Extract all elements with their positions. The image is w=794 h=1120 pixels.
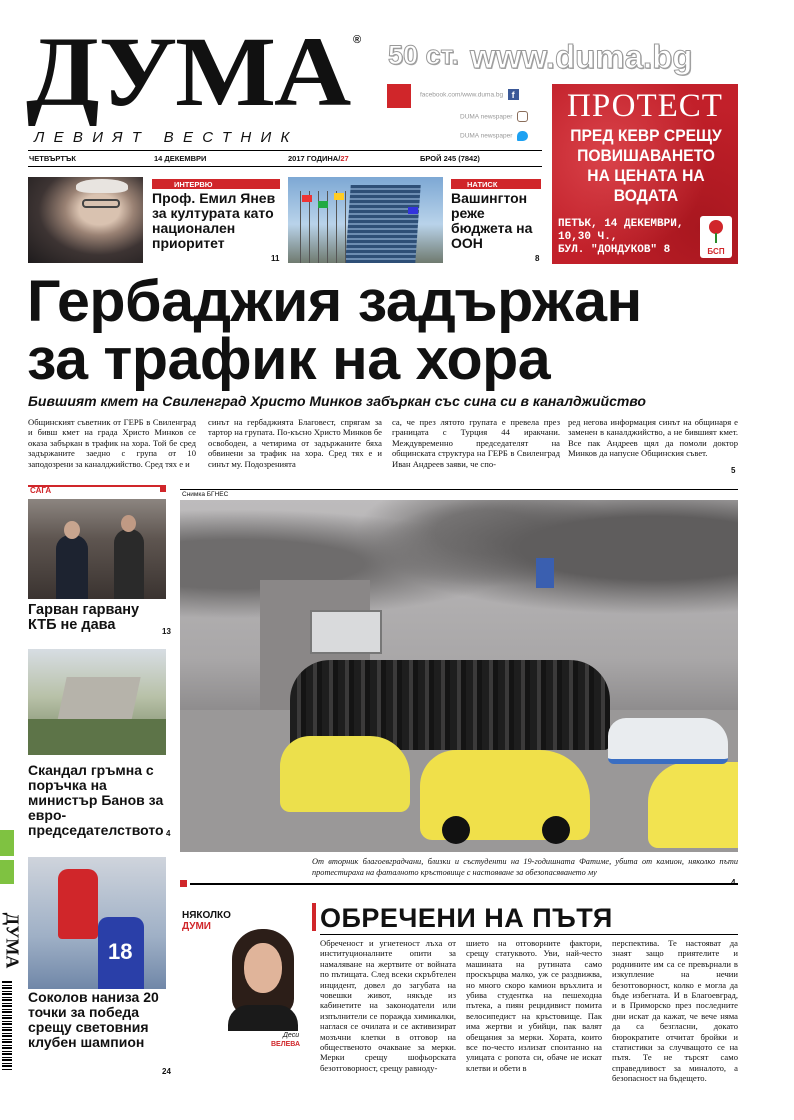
- saga-red-marker: [160, 486, 166, 492]
- sidebar-item2-headline[interactable]: Скандал гръмна с поръчка на министър Банов за евро-председателството: [28, 762, 164, 838]
- author-face-shape: [244, 943, 282, 993]
- teaser-interview-photo[interactable]: [28, 177, 143, 263]
- teaser-pressure-tag: НАТИСК: [467, 180, 498, 189]
- lead-page-number: 5: [731, 466, 736, 475]
- social-twitter-label: DUMA newspaper: [460, 132, 513, 140]
- crowd-figure-1: [56, 535, 88, 599]
- flag-1-icon: [302, 195, 312, 202]
- spine-green-block-1: [0, 830, 14, 856]
- sidebar-item3-photo[interactable]: [28, 857, 166, 989]
- barcode-icon: [2, 980, 12, 1070]
- flag-4-icon: [408, 207, 418, 214]
- dateline-issue: БРОЙ 245 (7842): [420, 154, 480, 163]
- registered-mark: ®: [353, 34, 362, 46]
- teaser-interview-headline[interactable]: Проф. Емил Янев за културата като национален приоритет: [152, 190, 276, 251]
- main-photo-rule: [180, 489, 738, 490]
- sidebar-item1-headline[interactable]: Гарван гарвану КТБ не дава: [28, 602, 140, 633]
- opinion-column-3: перспектива. Те настояват да знаят защо приятелите и роднините им са се превърнали в изкупление на нечии безотговорност, колко е могла да бъде избегната. И в Благоевград, и в Приморско през последните дни искат да кажат, че вече няма да са безгласни, докато бюрократите отчитат бройки и статистики за случващото се на пътя. Те не търсят само справедливост за миналото, а безопасност на бъдещето.: [612, 938, 738, 1084]
- crowd-head-2: [121, 515, 136, 532]
- sidebar-item2-photo[interactable]: [28, 649, 166, 755]
- ad-details-3: БУЛ. "ДОНДУКОВ" 8: [558, 244, 671, 256]
- social-facebook-label: facebook.com/www.duma.bg: [420, 91, 504, 99]
- player-blue-number: 18: [108, 939, 133, 964]
- instagram-icon: [517, 111, 528, 122]
- lead-column-2: синът на гербаджията Благовест, спрягам за тартор на групата. По-късно Христо Минков бе освободен, а четирима от задържаните бяха обвинени за трафик на хора. Сред тях е и синът му. Подозренията: [208, 417, 382, 469]
- website-link[interactable]: www.duma.bg: [470, 38, 693, 75]
- opinion-headline[interactable]: ОБРЕЧЕНИ НА ПЪТЯ: [320, 903, 613, 933]
- sidebar-item1-photo[interactable]: [28, 499, 166, 599]
- player-red-shape: [58, 869, 98, 939]
- opinion-author-photo: [222, 925, 304, 1031]
- facebook-icon: f: [508, 89, 519, 100]
- crowd-figure-2: [114, 529, 144, 599]
- photo-bus-shape: [310, 610, 382, 654]
- crowd-head-1: [64, 521, 80, 539]
- sidebar-item2-page: 4: [166, 829, 171, 838]
- red-square-marker: [387, 84, 411, 108]
- protest-ad[interactable]: [552, 84, 738, 264]
- teaser-interview-page: 11: [271, 254, 280, 263]
- ad-details-1: ПЕТЪК, 14 ДЕКЕМВРИ,: [558, 218, 684, 230]
- lead-column-3: са, че през лятото групата е превела през границата с Турция 44 иракчани. Междувременно председателят на общинската структура на ГЕРБ в Свиленград Иван Андреев заяви, че спо-: [392, 417, 560, 469]
- social-instagram[interactable]: [460, 108, 544, 122]
- portrait-glasses-shape: [82, 199, 120, 208]
- price-label: 50 ст.: [388, 40, 459, 70]
- sidebar-item3-page: 24: [162, 1067, 171, 1076]
- spine-strip: [0, 830, 23, 1090]
- opinion-label-1: НЯКОЛКО: [182, 910, 231, 921]
- ad-details-2: 10,30 Ч.,: [558, 231, 618, 243]
- flag-3-icon: [334, 193, 344, 200]
- dateline-rule-top: [28, 150, 542, 151]
- dateline-year-label: 2017 ГОДИНА/: [288, 154, 341, 163]
- rose-stem-icon: [715, 233, 717, 243]
- opinion-column-1: Обреченост и угнетеност лъха от институционалните опити за намаляване на жертвите от войната по пътищата. След всеки скръбтелен инцидент, довел до загубата на човешки живот, някъде из кабинетите на законодатели или изпълнители се поражда химикалки, наглася се очилата и се активизират мозъчни клетки в отговор на общественото очакване за мерки. Мерки срещу шофьорската безотговорност, срещу равноду-: [320, 938, 456, 1073]
- opinion-author-last: ВЕЛЕВА: [271, 1041, 301, 1048]
- masthead-logo: ДУМА: [26, 16, 350, 127]
- photo-taxi-right: [648, 762, 738, 848]
- lead-column-4: ред неговa информация синът на общинаря е заменен в каналджийство, а не бившият кмет. Все пак Андреев щял да помоли доктор Минков да напусне Общинския съвет.: [568, 417, 738, 459]
- bsp-rose-logo: [700, 216, 732, 258]
- portrait-hair-shape: [76, 179, 128, 193]
- saga-tag: САГА: [30, 486, 52, 495]
- lead-subhead: Бившият кмет на Свиленград Христо Минков забъркан със сина си в каналджийство: [28, 393, 646, 409]
- main-protest-photo[interactable]: [180, 500, 738, 852]
- dateline-date: 14 ДЕКЕМВРИ: [154, 154, 207, 163]
- social-facebook[interactable]: [420, 86, 540, 100]
- lead-headline-line-2[interactable]: за трафик на хора: [27, 327, 551, 392]
- rose-icon: [709, 220, 723, 234]
- social-instagram-label: DUMA newspaper: [460, 113, 513, 121]
- author-clothes-shape: [228, 1005, 298, 1031]
- masthead-tagline: ЛЕВИЯТ ВЕСТНИК: [34, 129, 299, 146]
- spine-green-block-2: [0, 860, 14, 884]
- ad-title: ПРОТЕСТ: [567, 88, 723, 124]
- dateline-rule-bottom: [28, 166, 542, 167]
- park-shape: [28, 719, 166, 755]
- bsp-logo-text: БСП: [707, 247, 725, 256]
- sidebar-item3-headline[interactable]: Соколов наниза 20 точки за победа срещу световния клубен шампион: [28, 989, 159, 1050]
- flag-2-icon: [318, 201, 328, 208]
- spine-logo: ДУМА: [2, 912, 23, 969]
- teaser-interview-tag-box: [152, 179, 280, 189]
- photo-sign-icon: [536, 558, 554, 588]
- teaser-pressure-page: 8: [535, 254, 540, 263]
- twitter-icon: [517, 131, 528, 141]
- ndk-building-shape: [57, 677, 140, 721]
- opinion-author-first: Деси: [283, 1032, 300, 1039]
- dateline-year: [288, 154, 349, 163]
- opinion-label-2: ДУМИ: [182, 921, 211, 932]
- ad-body: ПРЕД КЕВР СРЕЩУ ПОВИШАВАНЕТО НА ЦЕНАТА НА ВОДАТА: [570, 126, 722, 205]
- social-twitter[interactable]: [460, 127, 544, 141]
- lead-headline-line-1[interactable]: Гербаджия задържан: [27, 269, 642, 334]
- opinion-red-marker: [180, 880, 187, 887]
- photo-taxi-2: [280, 736, 410, 812]
- main-photo-credit: Снимка БГНЕС: [182, 491, 229, 498]
- lead-column-1: Общинският съветник от ГЕРБ в Свиленград и бивш кмет на града Христо Минков се оказа забъркан в трафик на хора. Той бе сред задържаните заедно с група от 10 заподозрени за каналджийство. Сред тях е и: [28, 417, 196, 469]
- main-photo-caption: От вторник благоевградчани, близки и състуденти на 19-годишната Фатиме, убита от камион, няколко пъти протестираха на фаталното кръстовище с настояване за обезопасяването му: [312, 857, 738, 877]
- teaser-interview-tag: ИНТЕРВЮ: [174, 180, 213, 189]
- teaser-un-photo[interactable]: [288, 177, 443, 263]
- opinion-headline-bar: [312, 903, 316, 931]
- photo-police-car: [608, 718, 728, 764]
- dateline-year-number: 27: [340, 154, 349, 163]
- un-building-shape: [345, 185, 420, 263]
- dateline-day: ЧЕТВЪРТЪК: [29, 154, 77, 163]
- opinion-column-2: шието на отговорните фактори, срещу статуквото. Уви, най-често машината на рутината само проскърцва малко, уж се раздвижва, но много скоро камион връхлита и убива студентка на пешеходна пътека, а пиян рецидивист помита велосипедист на кръстовище. Пак има жертви и убийци, пак валят обещания за мерки. Хората, които все по-често излизат спонтанно на улицата с ропота си, обаче не искат клетви и обети в: [466, 938, 602, 1073]
- opinion-rule: [190, 883, 738, 885]
- sidebar-item1-page: 13: [162, 627, 171, 636]
- opinion-headline-rule: [320, 934, 738, 935]
- teaser-pressure-headline[interactable]: Вашингтон реже бюджета на ООН: [451, 190, 533, 251]
